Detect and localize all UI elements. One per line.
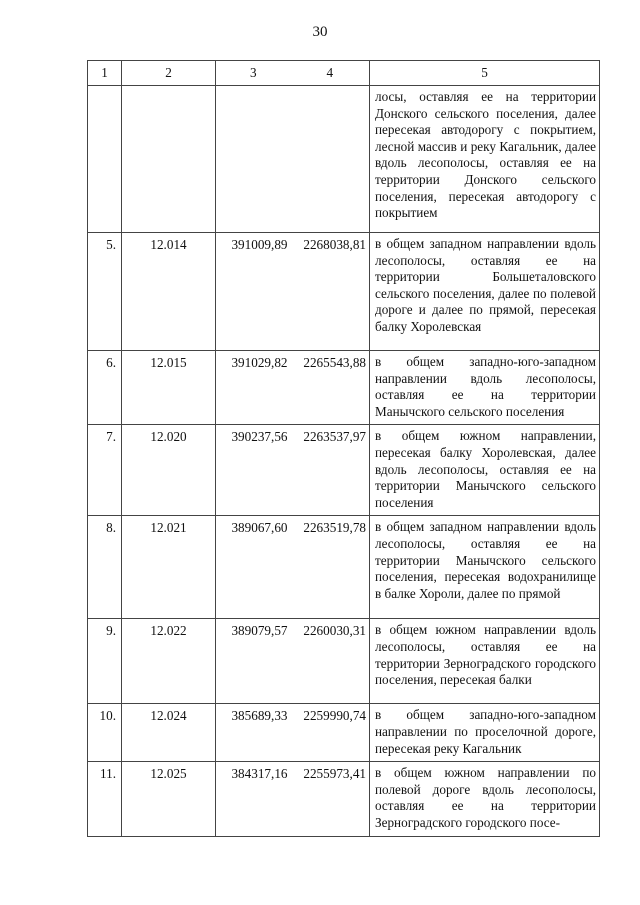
row-number: 9. [88, 619, 122, 704]
point-code: 12.022 [122, 619, 216, 704]
point-code: 12.021 [122, 516, 216, 619]
coord-x: 384317,16 [216, 762, 291, 836]
row-number: 11. [88, 762, 122, 836]
boundary-description: в общем южном направлении по полевой дороге вдоль лесополосы, оставляя ее на территории Зерноградского городского посе- [370, 762, 600, 836]
header-col-3: 3 [216, 61, 291, 86]
coord-y: 2255973,41 [291, 762, 370, 836]
row-number: 10. [88, 704, 122, 762]
coord-x: 391009,89 [216, 233, 291, 351]
coord-y: 2265543,88 [291, 351, 370, 425]
header-col-1: 1 [88, 61, 122, 86]
table-row [88, 86, 600, 233]
row-number [88, 86, 122, 233]
coord-y: 2263519,78 [291, 516, 370, 619]
table-row [88, 233, 600, 351]
boundary-description: в общем западном направлении вдоль лесополосы, оставляя ее на территории Манычского сельского поселения, пересекая водохранилище в балке Хороли, далее по прямой [370, 516, 600, 619]
table-row [88, 619, 600, 704]
table-row [88, 762, 600, 836]
coord-x: 390237,56 [216, 425, 291, 516]
row-number: 7. [88, 425, 122, 516]
boundary-description: в общем западном направлении вдоль лесополосы, оставляя ее на территории Большеталовского сельского поселения, далее по полевой дороге и далее по прямой, пересекая балку Хоролевская [370, 233, 600, 351]
point-code: 12.014 [122, 233, 216, 351]
boundary-description: в общем западно-юго-западном направлении по проселочной дороге, пересекая реку Кагальник [370, 704, 600, 762]
coord-x: 385689,33 [216, 704, 291, 762]
coord-x: 391029,82 [216, 351, 291, 425]
coord-y: 2260030,31 [291, 619, 370, 704]
coord-y [291, 86, 370, 233]
row-number: 6. [88, 351, 122, 425]
row-number: 5. [88, 233, 122, 351]
boundary-description: в общем западно-юго-западном направлении вдоль лесополосы, оставляя ее на территории Манычского сельского поселения [370, 351, 600, 425]
boundary-description: в общем южном направлении, пересекая балку Хоролевская, далее вдоль лесополосы, оставляя ее на территории Манычского сельского поселения [370, 425, 600, 516]
row-number: 8. [88, 516, 122, 619]
coord-x: 389067,60 [216, 516, 291, 619]
coord-x [216, 86, 291, 233]
coord-y: 2268038,81 [291, 233, 370, 351]
boundary-table [87, 60, 600, 837]
point-code: 12.020 [122, 425, 216, 516]
header-col-2: 2 [122, 61, 216, 86]
coord-y: 2259990,74 [291, 704, 370, 762]
point-code: 12.024 [122, 704, 216, 762]
page-number: 30 [312, 24, 328, 40]
point-code [122, 86, 216, 233]
table-header-row [88, 61, 600, 86]
point-code: 12.025 [122, 762, 216, 836]
table-row [88, 516, 600, 619]
table-row [88, 351, 600, 425]
coord-y: 2263537,97 [291, 425, 370, 516]
coord-x: 389079,57 [216, 619, 291, 704]
boundary-description: лосы, оставляя ее на территории Донского сельского поселения, далее пересекая автодорогу с покрытием, лесной массив и реку Кагальник, далее вдоль лесополосы, оставляя ее на территории Донского сельского поселения, пересекая автодорогу с покрытием [370, 86, 600, 233]
table-row [88, 704, 600, 762]
header-col-4: 4 [291, 61, 370, 86]
header-col-5: 5 [370, 61, 600, 86]
point-code: 12.015 [122, 351, 216, 425]
table-row [88, 425, 600, 516]
boundary-description: в общем южном направлении вдоль лесополосы, оставляя ее на территории Зерноградского городского поселения, пересекая балки [370, 619, 600, 704]
